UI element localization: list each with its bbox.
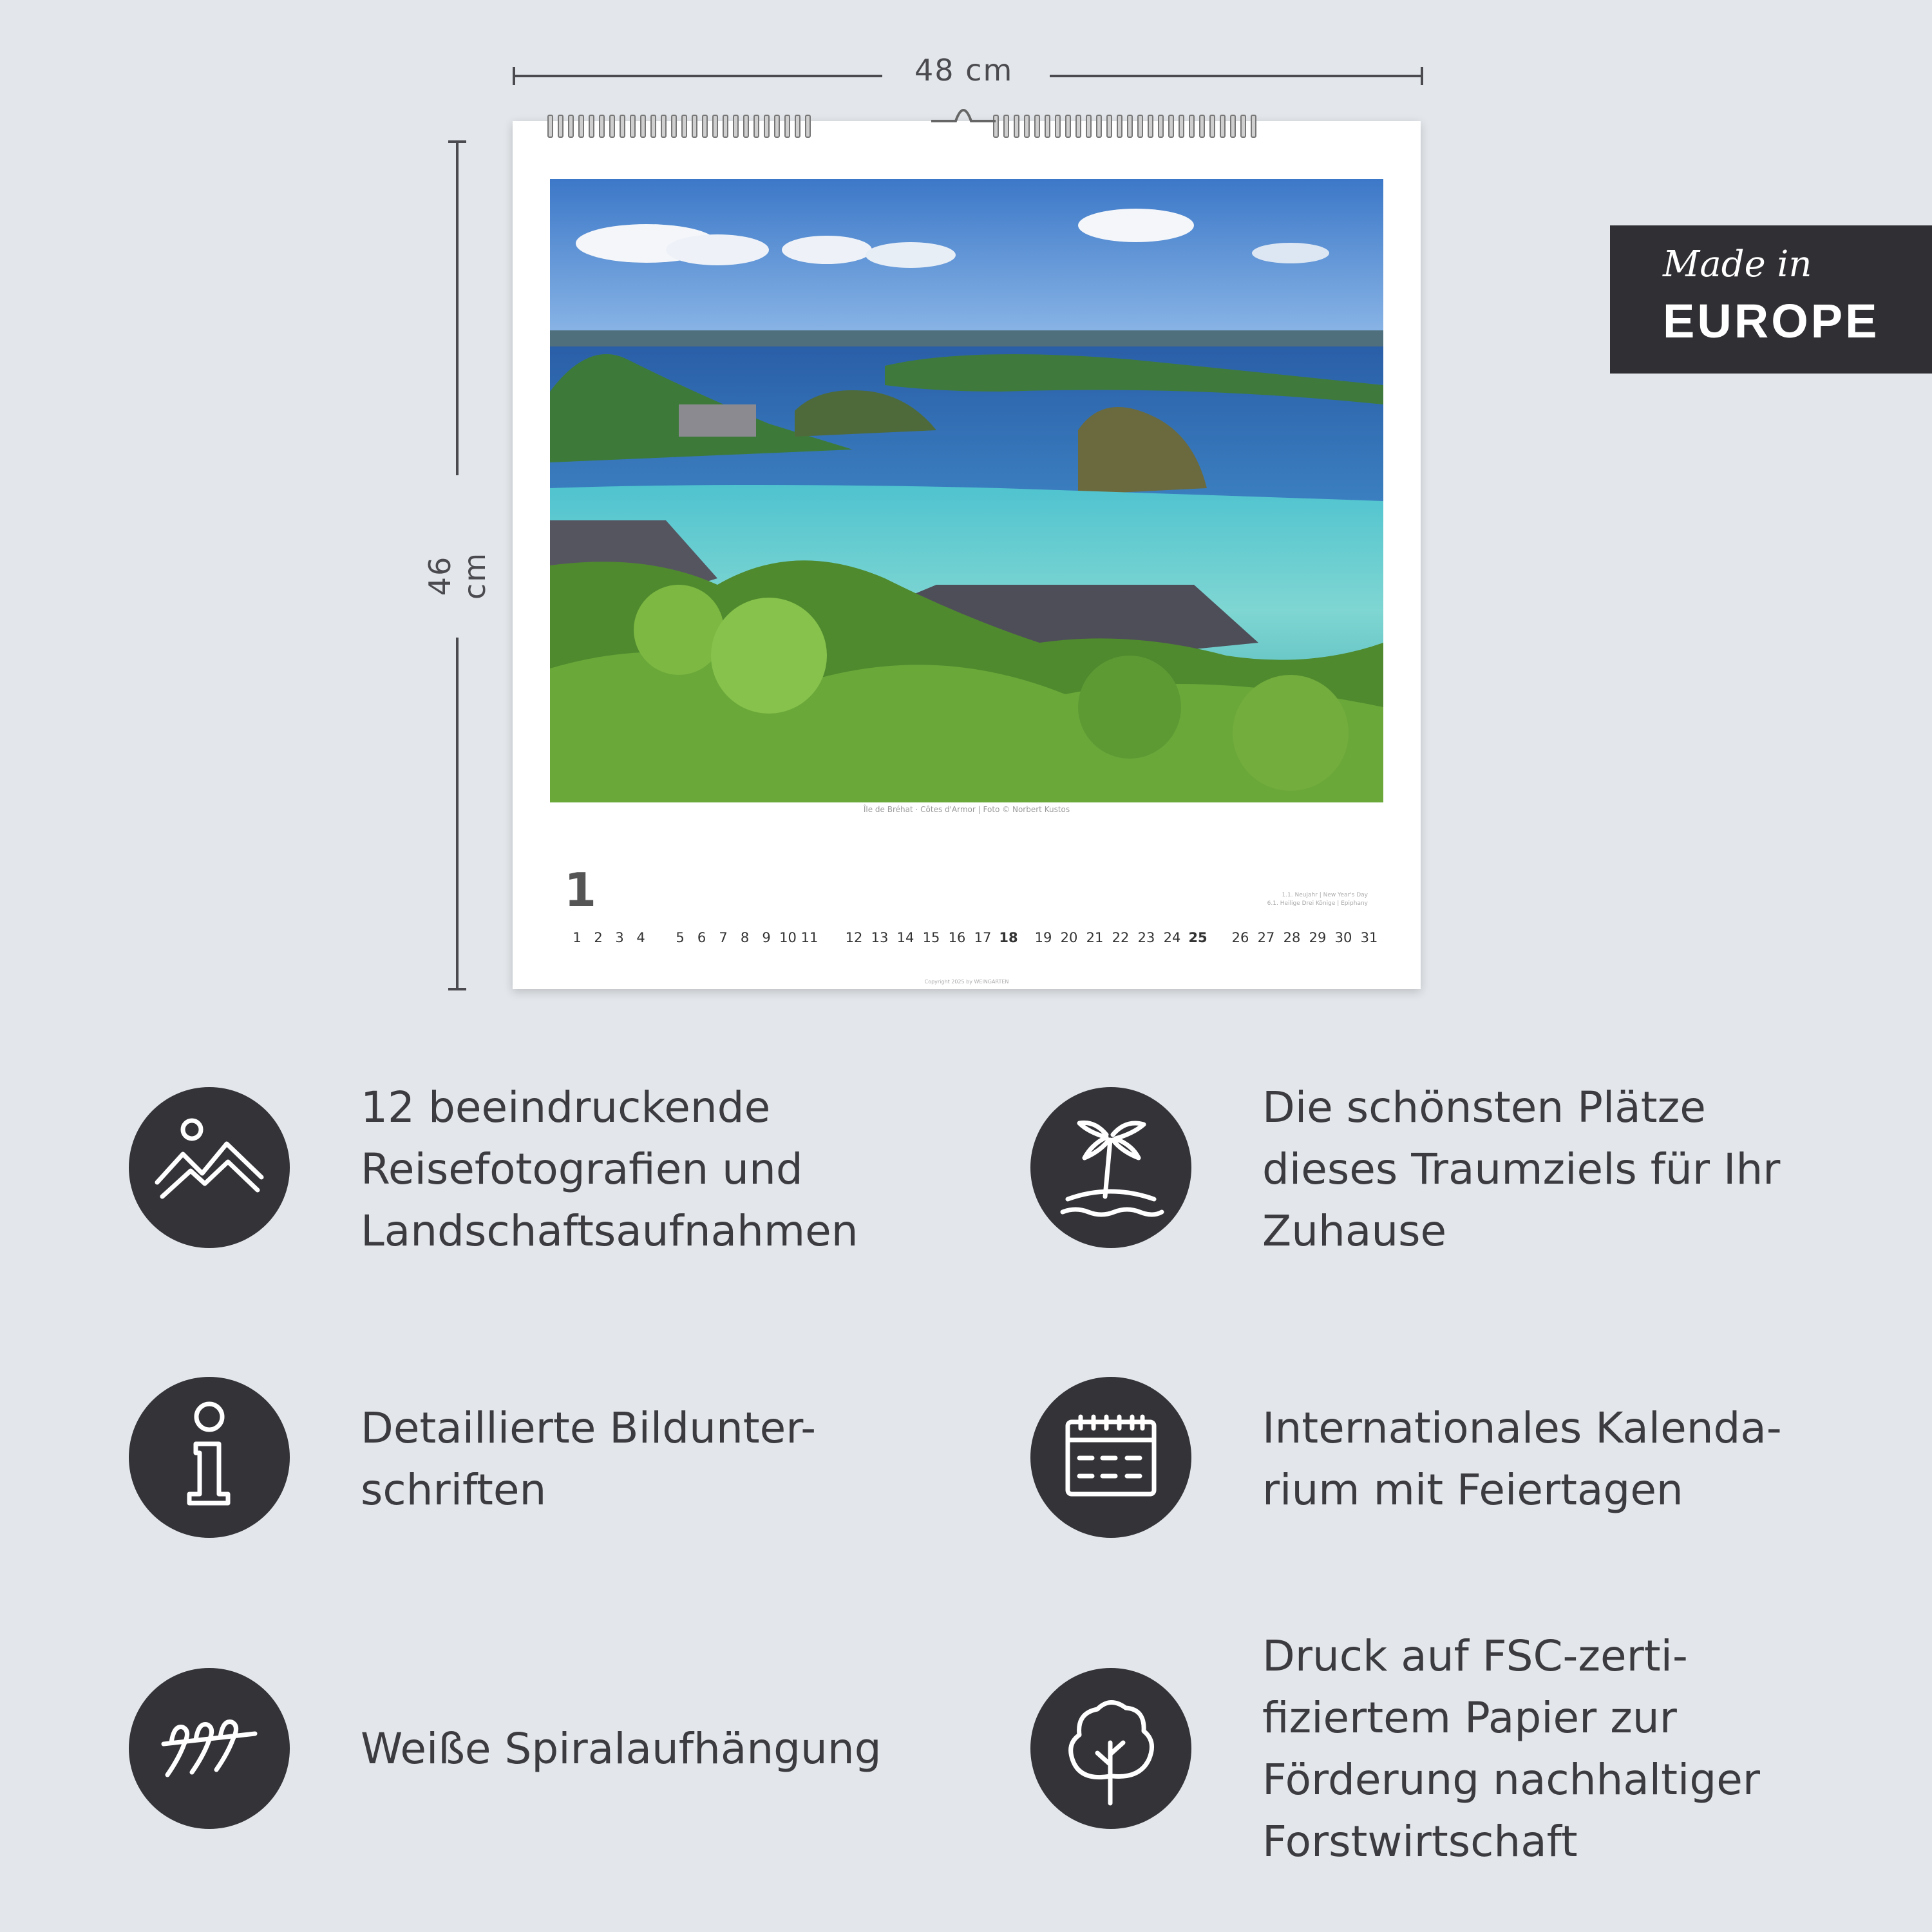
calendar-day bbox=[1229, 921, 1252, 945]
spiral-loop bbox=[620, 115, 625, 138]
feature-text-line: Forstwirtschaft bbox=[1262, 1817, 1578, 1866]
spiral-loop bbox=[774, 115, 780, 138]
spiral-loop bbox=[1127, 115, 1133, 138]
spiral-loop bbox=[578, 115, 584, 138]
calendar-day bbox=[920, 921, 943, 945]
spiral-loop bbox=[1075, 115, 1081, 138]
calendar-day bbox=[755, 921, 778, 945]
spiral-loop bbox=[1158, 115, 1164, 138]
spiral-loop bbox=[589, 115, 594, 138]
spiral-loop bbox=[1220, 115, 1226, 138]
spiral-loop bbox=[692, 115, 697, 138]
day-number: 24 bbox=[1163, 930, 1181, 945]
day-number: 8 bbox=[740, 930, 750, 945]
spiral-loop bbox=[1240, 115, 1246, 138]
day-number: 14 bbox=[896, 930, 914, 945]
calendar-day bbox=[971, 921, 994, 945]
spiral-loop bbox=[1148, 115, 1153, 138]
day-number: 21 bbox=[1086, 930, 1104, 945]
feature-text-line: Förderung nachhaltiger bbox=[1262, 1755, 1760, 1804]
hanger-hook bbox=[931, 98, 996, 124]
calendar-day bbox=[1358, 921, 1381, 945]
spiral-loop bbox=[547, 115, 553, 138]
spiral-loop bbox=[1168, 115, 1174, 138]
day-number: 13 bbox=[871, 930, 889, 945]
spiral-loop bbox=[1117, 115, 1122, 138]
day-number: 22 bbox=[1112, 930, 1130, 945]
calendar-day bbox=[1032, 921, 1055, 945]
feature-text-line: rium mit Feiertagen bbox=[1262, 1465, 1683, 1515]
day-number: 30 bbox=[1334, 930, 1352, 945]
spiral-loop bbox=[599, 115, 605, 138]
day-number: 23 bbox=[1137, 930, 1155, 945]
day-number: 7 bbox=[719, 930, 728, 945]
spiral-loop bbox=[1230, 115, 1236, 138]
feature-text-line: Druck auf FSC-zerti- bbox=[1262, 1631, 1688, 1681]
made-in-europe-badge bbox=[1610, 225, 1932, 374]
spiral-loop bbox=[630, 115, 636, 138]
calendar-day bbox=[587, 921, 610, 945]
calendar-day bbox=[734, 921, 757, 945]
spiral-loop bbox=[764, 115, 770, 138]
dimension-line bbox=[456, 140, 459, 475]
spiral-loop bbox=[743, 115, 749, 138]
calendar-day bbox=[1109, 921, 1132, 945]
dimension-line bbox=[456, 638, 459, 990]
spiral-loop bbox=[733, 115, 739, 138]
calendar-day bbox=[712, 921, 735, 945]
spiral-loop bbox=[1251, 115, 1256, 138]
feature-text-line: 12 beeindruckende bbox=[361, 1083, 771, 1132]
calendar-day bbox=[690, 921, 714, 945]
day-row bbox=[565, 921, 1379, 966]
calendar-day bbox=[1306, 921, 1329, 945]
day-number: 5 bbox=[676, 930, 685, 945]
spiral-loop bbox=[702, 115, 708, 138]
spiral-loop bbox=[681, 115, 687, 138]
spiral-loop bbox=[1034, 115, 1040, 138]
day-number: 18 bbox=[999, 930, 1018, 945]
calendar-day bbox=[894, 921, 917, 945]
day-number: 19 bbox=[1034, 930, 1052, 945]
feature-text-line: schriften bbox=[361, 1465, 547, 1515]
calendar-day bbox=[868, 921, 891, 945]
calendar-day bbox=[1057, 921, 1081, 945]
feature-text-line: Landschaftsaufnahmen bbox=[361, 1206, 858, 1256]
day-number: 6 bbox=[697, 930, 706, 945]
day-number: 17 bbox=[974, 930, 992, 945]
holiday-entry: 6.1. Heilige Drei Könige | Epiphany bbox=[1267, 900, 1368, 907]
spiral-loop bbox=[1209, 115, 1215, 138]
calendar-day bbox=[997, 921, 1020, 945]
spiral-loop bbox=[671, 115, 677, 138]
holiday-entry: 1.1. Neujahr | New Year's Day bbox=[1282, 892, 1368, 898]
day-number: 1 bbox=[573, 930, 582, 945]
calendar-day bbox=[945, 921, 969, 945]
spiral-loop bbox=[558, 115, 564, 138]
spiral-loop bbox=[1055, 115, 1061, 138]
dimension-tick bbox=[448, 988, 466, 990]
dimension-line bbox=[1050, 75, 1422, 77]
spiral-loop bbox=[795, 115, 800, 138]
spiral-loop bbox=[1024, 115, 1030, 138]
spiral-loop bbox=[723, 115, 728, 138]
calendar-day bbox=[629, 921, 652, 945]
day-number: 31 bbox=[1360, 930, 1378, 945]
spiral-loop bbox=[1014, 115, 1019, 138]
spiral-loop bbox=[784, 115, 790, 138]
calendar-day bbox=[1332, 921, 1355, 945]
info-icon bbox=[129, 1377, 290, 1538]
dimension-line bbox=[513, 75, 882, 77]
spiral-loop bbox=[1106, 115, 1112, 138]
spiral-loop bbox=[1065, 115, 1071, 138]
dimension-tick bbox=[1421, 67, 1423, 85]
spiral-loop bbox=[805, 115, 811, 138]
width-label: 48 cm bbox=[914, 53, 1014, 88]
calendar-day bbox=[1083, 921, 1106, 945]
day-number: 10 bbox=[779, 930, 797, 945]
spiral-loop bbox=[1137, 115, 1143, 138]
mountain-photo-icon bbox=[129, 1087, 290, 1248]
day-number: 29 bbox=[1309, 930, 1327, 945]
feature-text-line: Detaillierte Bildunter- bbox=[361, 1403, 817, 1453]
day-number: 3 bbox=[615, 930, 624, 945]
copyright-line: Copyright 2025 by WEINGARTEN bbox=[924, 979, 1009, 985]
calendar-day bbox=[1160, 921, 1184, 945]
feature-text-line: Internationales Kalenda- bbox=[1262, 1403, 1782, 1453]
calendar-day bbox=[1255, 921, 1278, 945]
day-number: 9 bbox=[762, 930, 771, 945]
height-label: 46 cm bbox=[422, 551, 492, 600]
calendar-day bbox=[1280, 921, 1303, 945]
feature-text-line: fiziertem Papier zur bbox=[1262, 1693, 1677, 1743]
day-number: 28 bbox=[1283, 930, 1301, 945]
spiral-loop bbox=[712, 115, 718, 138]
spiral-loop bbox=[1045, 115, 1050, 138]
badge-script-text: Made in bbox=[1663, 243, 1812, 285]
day-number: 15 bbox=[922, 930, 940, 945]
spiral-loop bbox=[1179, 115, 1184, 138]
spiral-loop bbox=[661, 115, 667, 138]
day-number: 12 bbox=[845, 930, 863, 945]
holiday-list bbox=[1267, 891, 1368, 908]
day-number: 2 bbox=[594, 930, 603, 945]
spiral-loop bbox=[1189, 115, 1195, 138]
day-number: 11 bbox=[800, 930, 819, 945]
day-number: 25 bbox=[1188, 930, 1208, 945]
day-number: 16 bbox=[948, 930, 966, 945]
calendar-day bbox=[565, 921, 589, 945]
calendar-day bbox=[608, 921, 631, 945]
calendar-day bbox=[842, 921, 866, 945]
calendar-day bbox=[777, 921, 800, 945]
spiral-loop bbox=[650, 115, 656, 138]
day-number: 27 bbox=[1257, 930, 1275, 945]
calendar-day bbox=[1186, 921, 1209, 945]
spiral-binding-icon bbox=[129, 1668, 290, 1829]
spiral-loop bbox=[753, 115, 759, 138]
calendar-day bbox=[798, 921, 821, 945]
feature-text-line: Zuhause bbox=[1262, 1206, 1447, 1256]
tree-icon bbox=[1030, 1668, 1191, 1829]
spiral-loop bbox=[1096, 115, 1102, 138]
badge-title: EUROPE bbox=[1663, 294, 1880, 348]
spiral-loop bbox=[1086, 115, 1092, 138]
palm-island-icon bbox=[1030, 1087, 1191, 1248]
spiral-binding-left bbox=[547, 115, 811, 138]
day-number: 26 bbox=[1231, 930, 1249, 945]
spiral-loop bbox=[640, 115, 646, 138]
feature-text-line: Reisefotografien und bbox=[361, 1144, 803, 1194]
calendar-day bbox=[1135, 921, 1158, 945]
feature-text-line: dieses Traumziels für Ihr bbox=[1262, 1144, 1781, 1194]
day-number: 4 bbox=[636, 930, 645, 945]
spiral-loop bbox=[1199, 115, 1205, 138]
month-number: 1 bbox=[564, 863, 597, 917]
spiral-loop bbox=[1003, 115, 1009, 138]
spiral-loop bbox=[568, 115, 574, 138]
photo-caption: Île de Bréhat · Côtes d'Armor | Foto © Norbert Kustos bbox=[863, 805, 1070, 814]
spiral-binding-right bbox=[993, 115, 1256, 138]
spiral-loop bbox=[609, 115, 615, 138]
calendar-icon bbox=[1030, 1377, 1191, 1538]
feature-text-line: Weiße Spiralaufhängung bbox=[361, 1724, 882, 1774]
landscape-photo bbox=[550, 179, 1383, 802]
day-number: 20 bbox=[1060, 930, 1078, 945]
calendar-day bbox=[668, 921, 692, 945]
feature-text-line: Die schönsten Plätze bbox=[1262, 1083, 1706, 1132]
calendar-preview bbox=[513, 121, 1421, 989]
